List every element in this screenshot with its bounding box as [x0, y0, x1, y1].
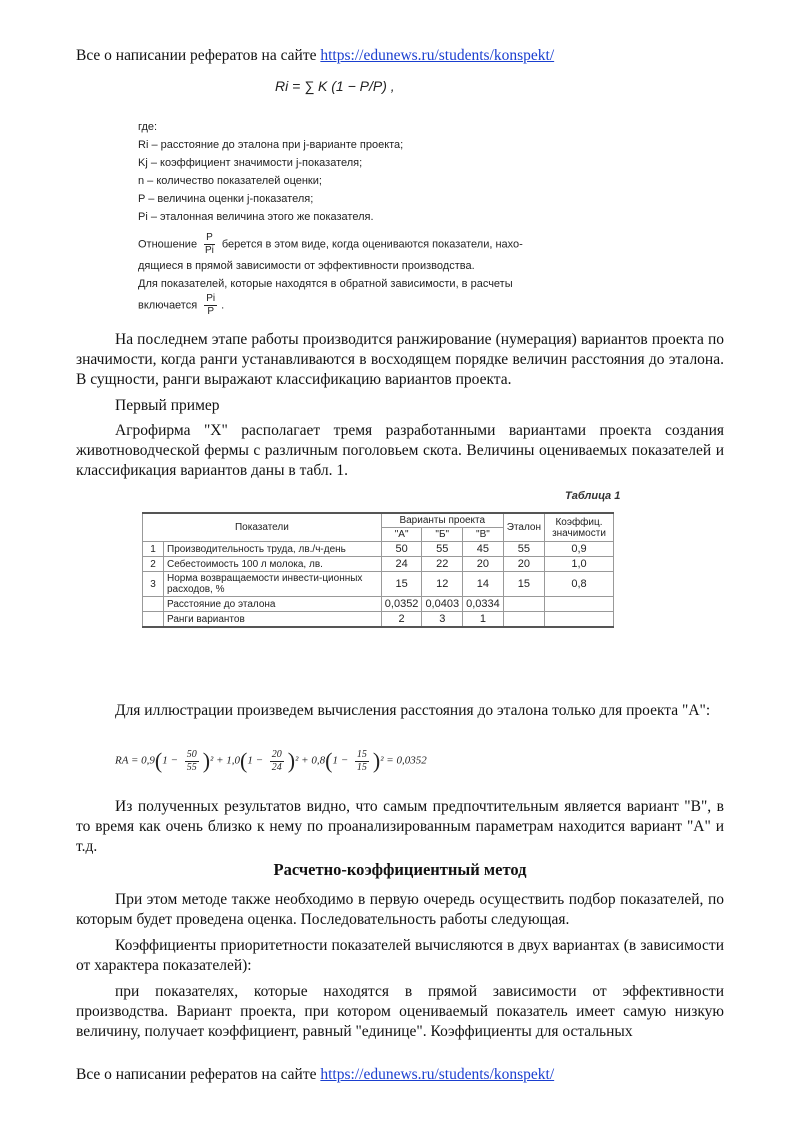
legend-line-1: Ri – расстояние до эталона при j-варианте проекта;: [138, 139, 404, 151]
table-row: 2 Себестоимость 100 л молока, лв. 24 22 20 20 1,0: [143, 557, 614, 572]
formula-legend: [138, 118, 568, 318]
table-header-row-1: [143, 513, 614, 528]
legend-inverse-line2: включается $\frac{Pi}{P}$ .: [138, 293, 225, 317]
paragraph-example-title: Первый пример: [115, 397, 220, 414]
legend-line-3: n – количество показателей оценки;: [138, 175, 322, 187]
legend-line-4: P – величина оценки j-показателя;: [138, 193, 314, 205]
section-title: Расчетно-коэффициентный метод: [273, 860, 527, 879]
page-header: [76, 47, 554, 65]
paragraph-coefficients: Коэффициенты приоритетности показателей вычисляются в двух вариантах (в зависимости от характера показателей):: [76, 937, 724, 974]
paragraph-method: При этом методе также необходимо в первую очередь осуществить подбор показателей, по которым будет проведена оценка. Последовательность работы следующая.: [76, 891, 724, 928]
distance-formula: Ri = ∑ K (1 − P/P) ,: [275, 78, 395, 94]
paragraph-illustration: Для иллюстрации произведем вычисления расстояния до эталона только для проекта "А":: [115, 702, 711, 719]
header-variant-a: "А": [381, 528, 422, 542]
legend-inverse-line: Для показателей, которые находятся в обратной зависимости, в расчеты: [138, 278, 513, 290]
table-row: Расстояние до эталона 0,0352 0,0403 0,0334: [143, 597, 614, 612]
table-row: Ранги вариантов 2 3 1: [143, 612, 614, 628]
variants-table: [142, 512, 614, 628]
legend-line-2: Kj – коэффициент значимости j-показателя;: [138, 157, 363, 169]
paragraph-direct-dependence: при показателях, которые находятся в прямой зависимости от эффективности производства. Вариант проекта, при котором оцениваемый показатель имеет самую низкую величину, получает коэффициент, равный "единице". Коэффициенты для остальных: [76, 983, 724, 1040]
legend-ratio-line2: дящиеся в прямой зависимости от эффективности производства.: [138, 260, 475, 272]
legend-line-5: Pi – эталонная величина этого же показателя.: [138, 211, 374, 223]
header-etalon: Эталон: [503, 513, 544, 542]
legend-ratio-line: Отношение $\frac{P}{Pi}$ берется в этом виде, когда оцениваются показатели, нахо-: [138, 232, 523, 256]
header-variants: Варианты проекта: [381, 513, 503, 528]
header-indicators: Показатели: [143, 513, 382, 542]
paragraph-results: Из полученных результатов видно, что самым предпочтительным является вариант "В", в то время как очень близко к нему по проанализированным параметрам находится вариант "А" и т.д.: [76, 798, 724, 855]
table-row: 1 Производительность труда, лв./ч-день 50 55 45 55 0,9: [143, 542, 614, 557]
footer-text: Все о написании рефератов на сайте: [76, 1066, 321, 1083]
page-footer: [76, 1066, 554, 1084]
header-coef: Коэффиц. значимости: [545, 513, 614, 542]
paragraph-agrofirm: Агрофирма "Х" располагает тремя разработанными вариантами проекта создания животноводческой фермы с различным поголовьем скота. Величины оцениваемых показателей и классификация вариантов даны в табл. 1.: [76, 422, 724, 479]
header-link[interactable]: https://edunews.ru/students/konspekt/: [320, 47, 555, 64]
table-caption: Таблица 1: [565, 490, 621, 502]
legend-where: где:: [138, 121, 158, 133]
header-variant-b: "Б": [422, 528, 463, 542]
formula-variant-a: RA = 0,9(1 − $\frac{50}{55}$ )² + 1,0(1 − $\frac{20}{24}$ )² + 0,8(1 − $\frac{15}{15}$ )² = 0,0352: [115, 748, 427, 773]
paragraph-ranking: На последнем этапе работы производится ранжирование (нумерация) вариантов проекта по значимости, когда ранги устанавливаются в восходящем порядке величин расстояния до эталона. В сущности, ранги выражают классификацию вариантов проекта.: [76, 331, 724, 388]
footer-link[interactable]: https://edunews.ru/students/konspekt/: [320, 1066, 555, 1083]
table-row: 3 Норма возвращаемости инвести-ционных расходов, % 15 12 14 15 0,8: [143, 572, 614, 597]
header-variant-v: "В": [463, 528, 504, 542]
header-text: Все о написании рефератов на сайте: [76, 47, 321, 64]
ratio-fraction: $\frac{P}{Pi}$: [205, 232, 214, 256]
inverse-fraction: $\frac{Pi}{P}$: [206, 293, 216, 317]
